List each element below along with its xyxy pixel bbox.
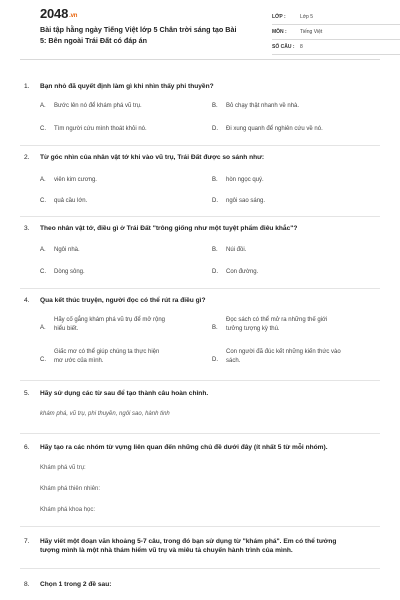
option-text-line: Con người đã đúc kết những kiến thức vào <box>226 349 341 355</box>
option-text-line: hiểu biết. <box>54 326 79 332</box>
site-logo[interactable] <box>40 6 77 21</box>
option-text: Tìm người cứu mình thoát khỏi nó. <box>54 126 147 132</box>
logo-main-text: 2048 <box>40 6 69 21</box>
question-text: Bạn nhỏ đã quyết định làm gì khi nhìn thấy phi thuyền? <box>40 83 214 90</box>
divider <box>20 526 380 527</box>
meta-row-subject <box>272 25 400 40</box>
divider <box>20 568 380 569</box>
question-number: 8. <box>24 581 30 588</box>
meta-value: 8 <box>300 44 303 50</box>
option-letter: D. <box>212 198 218 204</box>
meta-value: Lớp 5 <box>300 14 314 20</box>
option-text: ngôi sao sáng. <box>226 198 266 204</box>
question-number: 5. <box>24 390 30 397</box>
question-text: Qua kết thúc truyện, người đọc có thể rút ra điều gì? <box>40 297 206 304</box>
divider <box>20 380 380 381</box>
option-text-line: Hãy cố gắng khám phá vũ trụ để mở rộng <box>54 317 165 323</box>
option-text <box>54 316 194 334</box>
option-text-line: Đọc sách có thể mở ra những thế giới <box>226 317 328 323</box>
question-text: Chọn 1 trong 2 đề sau: <box>40 581 112 588</box>
divider <box>20 433 380 434</box>
option-letter: A. <box>40 325 46 331</box>
question-number: 6. <box>24 444 30 451</box>
question-number: 7. <box>24 538 30 545</box>
divider <box>20 145 380 146</box>
option-text-line: mơ ước của mình. <box>54 358 104 364</box>
option-text: Bỏ chạy thật nhanh về nhà. <box>226 103 300 109</box>
meta-table <box>272 10 400 55</box>
question-number: 4. <box>24 297 30 304</box>
question-text-line: Hãy viết một đoạn văn khoảng 5-7 câu, trong đó bạn sử dụng từ "khám phá". Em có thể tưởng <box>40 538 337 545</box>
meta-label: SỐ CÂU : <box>272 44 295 50</box>
option-text-line: Giấc mơ có thể giúp chúng ta thực hiện <box>54 349 160 355</box>
option-letter: B. <box>212 325 218 331</box>
option-text: Dòng sông. <box>54 269 85 275</box>
meta-row-count <box>272 40 400 55</box>
option-text: quả cầu lớn. <box>54 198 88 204</box>
option-text: Núi đồi. <box>226 247 247 253</box>
question-number: 1. <box>24 83 30 90</box>
option-letter: C. <box>40 357 46 363</box>
vocab-group-label: Khám phá thiên nhiên: <box>40 486 101 492</box>
option-text: Đi xung quanh để nghiên cứu về nó. <box>226 126 323 132</box>
divider <box>20 216 380 217</box>
title-line-1: Bài tập hằng ngày Tiếng Việt lớp 5 Chân trời sáng tạo Bài <box>40 25 237 34</box>
question-text <box>40 537 375 555</box>
option-letter: B. <box>212 177 218 183</box>
option-text: Con đường. <box>226 269 259 275</box>
question-number: 3. <box>24 225 30 232</box>
option-letter: D. <box>212 269 218 275</box>
question-text-line: tượng mình là một nhà thám hiểm vũ trụ và miêu tả chuyến hành trình của mình. <box>40 547 293 554</box>
option-text: viên kim cương. <box>54 177 97 183</box>
option-letter: A. <box>40 247 46 253</box>
vocab-group-label: Khám phá khoa học: <box>40 507 96 513</box>
question-text: Hãy sử dụng các từ sau để tạo thành câu hoàn chỉnh. <box>40 390 209 397</box>
option-text-line: tưởng tượng kỳ thú. <box>226 326 280 332</box>
word-list: khám phá, vũ trụ, phi thuyền, ngôi sao, hành tinh <box>40 411 170 417</box>
question-number: 2. <box>24 154 30 161</box>
meta-row-class <box>272 10 400 25</box>
option-letter: A. <box>40 103 46 109</box>
question-text: Theo nhân vật tớ, điều gì ở Trái Đất "trông giống như một tuyệt phẩm điêu khắc"? <box>40 225 298 232</box>
option-letter: D. <box>212 126 218 132</box>
question-text: Hãy tạo ra các nhóm từ vựng liên quan đến những chủ đề dưới đây (ít nhất 5 từ mỗi nhóm). <box>40 444 328 451</box>
vocab-group-label: Khám phá vũ trụ: <box>40 465 86 471</box>
option-letter: C. <box>40 269 46 275</box>
logo-suffix-text: .vn <box>69 13 78 19</box>
option-text <box>226 316 366 334</box>
option-letter: C. <box>40 198 46 204</box>
meta-label: LỚP : <box>272 14 286 20</box>
option-letter: A. <box>40 177 46 183</box>
option-text: hòn ngọc quý. <box>226 177 264 183</box>
option-text-line: sách. <box>226 358 241 364</box>
option-text <box>54 348 194 366</box>
page-header <box>20 0 380 60</box>
meta-value: Tiếng Việt <box>300 29 323 35</box>
question-text: Từ góc nhìn của nhân vật tớ khi vào vũ trụ, Trái Đất được so sánh như: <box>40 154 265 161</box>
meta-label: MÔN : <box>272 29 287 35</box>
option-letter: D. <box>212 357 218 363</box>
divider <box>20 288 380 289</box>
option-text: Bước lên nó để khám phá vũ trụ. <box>54 103 142 109</box>
option-letter: C. <box>40 126 46 132</box>
option-letter: B. <box>212 247 218 253</box>
option-text: Ngôi nhà. <box>54 247 80 253</box>
option-text <box>226 348 366 366</box>
title-line-2: 5: Bên ngoài Trái Đất có đáp án <box>40 36 148 45</box>
page-title <box>40 24 255 46</box>
option-letter: B. <box>212 103 218 109</box>
